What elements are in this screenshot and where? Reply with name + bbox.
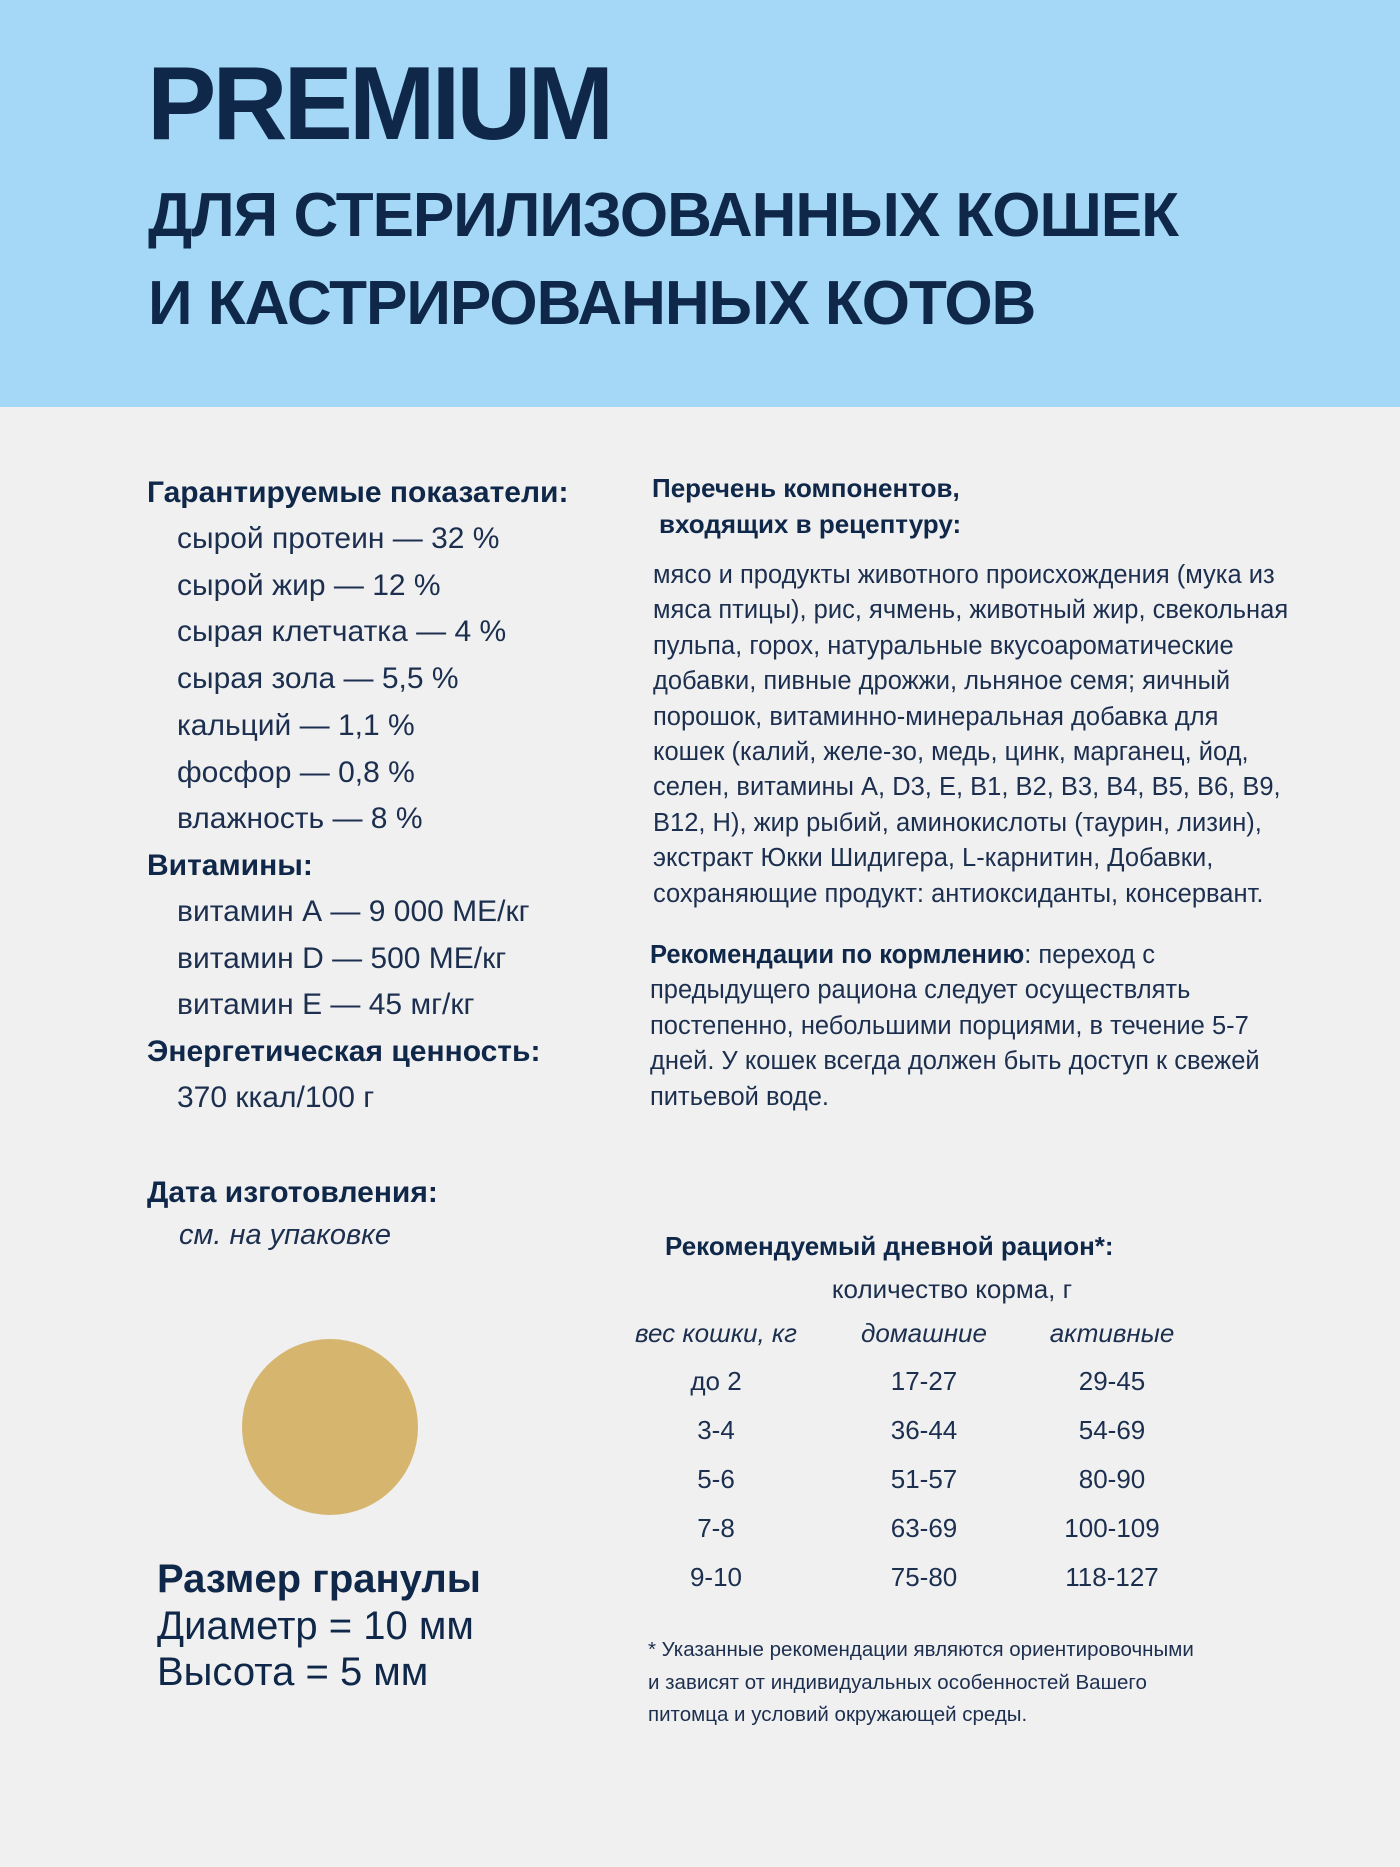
ration-title: Рекомендуемый дневной рацион*: bbox=[665, 1231, 1114, 1261]
feeding-title: Рекомендации по кормлению bbox=[650, 941, 1025, 970]
list-item: сырой жир — 12 % bbox=[177, 568, 441, 602]
production-date bbox=[147, 1170, 438, 1254]
list-item: фосфор — 0,8 % bbox=[177, 755, 415, 789]
table-cell: 63-69 bbox=[890, 1513, 958, 1543]
ration-column-header: активные bbox=[1049, 1318, 1175, 1348]
vitamins-title: Витамины: bbox=[147, 848, 313, 882]
subtitle-line: И КАСТРИРОВАННЫХ КОТОВ bbox=[148, 269, 1036, 338]
table-cell: 118-127 bbox=[1065, 1562, 1159, 1592]
table-cell: 51-57 bbox=[890, 1464, 958, 1494]
guaranteed-list bbox=[147, 516, 627, 843]
list-item: витамин А — 9 000 МЕ/кг bbox=[177, 894, 530, 928]
vitamins-list bbox=[147, 889, 627, 1029]
table-cell: 75-80 bbox=[890, 1562, 958, 1592]
energy-title: Энергетическая ценность: bbox=[147, 1035, 541, 1069]
list-item: сырой протеин — 32 % bbox=[177, 522, 500, 555]
table-cell: 9-10 bbox=[689, 1562, 743, 1592]
brand-title: PREMIUM bbox=[147, 46, 611, 162]
components-title-line: Перечень компонентов, bbox=[652, 473, 960, 503]
nutrition-column bbox=[147, 470, 627, 1122]
feeding-recommendations bbox=[650, 938, 1292, 1115]
list-item: влажность — 8 % bbox=[177, 802, 423, 836]
list-item: витамин D — 500 МЕ/кг bbox=[177, 941, 507, 975]
production-date-title: Дата изготовления: bbox=[147, 1176, 438, 1209]
list-item: сырая зола — 5,5 % bbox=[177, 662, 459, 696]
subtitle-line: ДЛЯ СТЕРИЛИЗОВАННЫХ КОШЕК bbox=[148, 181, 1178, 250]
list-item: сырая клетчатка — 4 % bbox=[177, 615, 507, 649]
table-cell: 3-4 bbox=[697, 1415, 735, 1445]
ration-column-header: вес кошки, кг bbox=[635, 1318, 797, 1348]
table-cell: 80-90 bbox=[1078, 1464, 1146, 1494]
energy-value: 370 ккал/100 г bbox=[177, 1081, 375, 1115]
table-cell: 100-109 bbox=[1064, 1513, 1160, 1543]
ration-column-header: домашние bbox=[861, 1318, 987, 1348]
feeding-text: : переход с предыдущего рациона следует осуществлять постепенно, небольшими порциями, в течение 5-7 дней. У кошек всегда должен быть доступ к свежей питьевой воде. bbox=[650, 941, 1260, 1111]
footnote-line: питомца и условий окружающей среды. bbox=[648, 1703, 1028, 1726]
granule-title: Размер гранулы bbox=[157, 1557, 481, 1601]
footnote-line: * Указанные рекомендации являются ориентировочными bbox=[648, 1638, 1194, 1661]
granule-circle bbox=[242, 1339, 418, 1515]
footnote-line: и зависят от индивидуальных особенностей Вашего bbox=[648, 1670, 1147, 1694]
header-banner bbox=[0, 0, 1400, 407]
table-cell: до 2 bbox=[690, 1366, 742, 1396]
list-item: кальций — 1,1 % bbox=[177, 708, 415, 742]
granule-diameter: Диаметр = 10 мм bbox=[157, 1604, 474, 1648]
composition-column bbox=[652, 470, 1292, 1115]
table-cell: 5-6 bbox=[697, 1464, 735, 1494]
granule-info bbox=[157, 1555, 481, 1695]
table-cell: 29-45 bbox=[1078, 1366, 1146, 1396]
components-text: мясо и продукты животного происхождения (мука из мяса птицы), рис, ячмень, животный жир, свекольная пульпа, горох, натуральные вкусоароматические добавки, пивные дрожжи, льняное семя; яичный порошок, витаминно-минеральная добавка для кошек (калий, желе-зо, медь, цинк, марганец, йод, селен, витамины А, D3, Е, В1, В2, В3, В4, В5, В6, В9, В12, Н), жир рыбий, аминокислоты (таурин, лизин), экстракт Юкки Шидигера, L-карнитин, Добавки, сохраняющие продукт: антиоксиданты, консервант. bbox=[653, 561, 1289, 908]
granule-height: Высота = 5 мм bbox=[157, 1650, 429, 1694]
table-cell: 17-27 bbox=[890, 1366, 958, 1396]
components-title-line: входящих в рецептуру: bbox=[659, 509, 962, 539]
list-item: витамин Е — 45 мг/кг bbox=[177, 988, 475, 1022]
product-subtitle bbox=[148, 172, 1178, 348]
components-title bbox=[652, 470, 1292, 542]
table-cell: 54-69 bbox=[1078, 1415, 1146, 1445]
footnote bbox=[648, 1634, 1288, 1732]
table-cell: 7-8 bbox=[697, 1513, 735, 1543]
guaranteed-title: Гарантируемые показатели: bbox=[147, 476, 569, 509]
table-cell: 36-44 bbox=[890, 1415, 958, 1445]
ration-group-header: количество корма, г bbox=[831, 1274, 1073, 1304]
energy-list bbox=[147, 1075, 627, 1122]
ration-table bbox=[620, 1265, 1200, 1595]
production-date-value: см. на упаковке bbox=[179, 1219, 392, 1251]
